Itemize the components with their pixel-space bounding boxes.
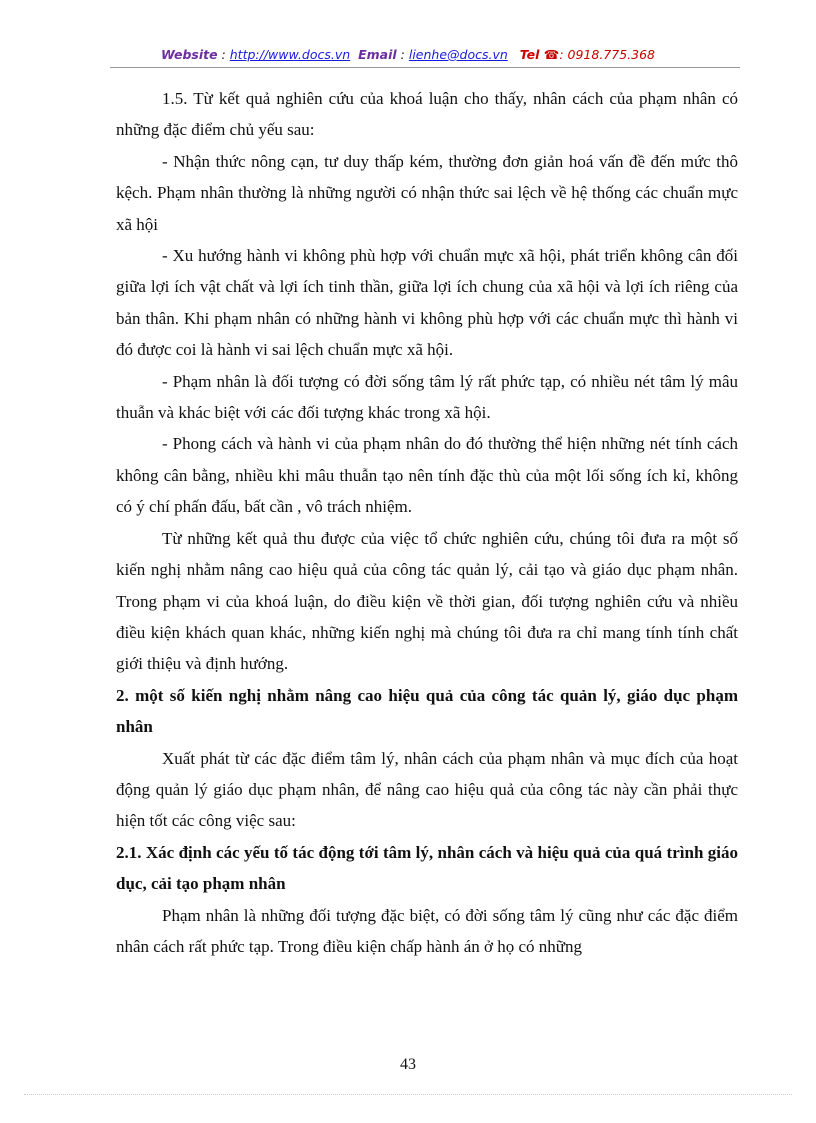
page-header (0, 47, 816, 62)
paragraph-recommendations-intro: Từ những kết quả thu được của việc tổ chức nghiên cứu, chúng tôi đưa ra một số kiến nghị nhằm nâng cao hiệu quả của công tác quản lý, cải tạo và giáo dục phạm nhân. Trong phạm vi của khoá luận, do điều kiện về thời gian, đối tượng nghiên cứu và nhiều điều kiện khách quan khác, những kiến nghị mà chúng tôi đưa ra chỉ mang tính tính chất giới thiệu và định hướng. (116, 528, 738, 674)
paragraph-summary-intro: 1.5. Từ kết quả nghiên cứu của khoá luận cho thấy, nhân cách của phạm nhân có những đặc điểm chủ yếu sau: (116, 89, 738, 140)
website-link[interactable]: http://www.docs.vn (229, 47, 351, 62)
website-separator: : (217, 47, 230, 62)
section-heading-2-1: 2.1. Xác định các yếu tố tác động tới tâm lý, nhân cách và hiệu quả của quá trình giáo dục, cải tạo phạm nhân (116, 842, 738, 894)
paragraph-bullet-psychology: - Phạm nhân là đối tượng có đời sống tâm lý rất phức tạp, có nhiều nét tâm lý mâu thuẫn và khác biệt với các đối tượng khác trong xã hội. (116, 371, 738, 423)
email-label: Email (358, 47, 397, 62)
tel-label: Tel ☎ (519, 47, 560, 62)
section-heading-2: 2. một số kiến nghị nhằm nâng cao hiệu quả của công tác quản lý, giáo dục phạm nhân (116, 685, 738, 737)
page-number: 43 (400, 1056, 416, 1073)
paragraph-bullet-behavior: - Xu hướng hành vi không phù hợp với chuẩn mực xã hội, phát triển không cân đối giữa lợi ích vật chất và lợi ích tinh thần, giữa lợi ích chung của xã hội và lợi ích riêng của bản thân. Khi phạm nhân có những hành vi không phù hợp với các chuẩn mực thì hành vi đó được coi là hành vi sai lệch chuẩn mực xã hội. (116, 246, 738, 360)
document-body (116, 83, 738, 962)
paragraph-bullet-style: - Phong cách và hành vi của phạm nhân do đó thường thể hiện những nét tính cách không cân bằng, nhiều khi mâu thuẫn tạo nên tính đặc thù của một lối sống ích kỉ, không có ý chí phấn đấu, bất cần , vô trách nhiệm. (116, 434, 738, 517)
tel-value: : 0918.775.368 (559, 47, 655, 62)
paragraph-bullet-cognition: - Nhận thức nông cạn, tư duy thấp kém, thường đơn giản hoá vấn đề đến mức thô kệch. Phạm nhân thường là những người có nhận thức sai lệch về hệ thống các chuẩn mực xã hội (116, 151, 738, 234)
header-divider (110, 67, 740, 68)
paragraph-section-2-1: Phạm nhân là những đối tượng đặc biệt, có đời sống tâm lý cũng như các đặc điểm nhân cách rất phức tạp. Trong điều kiện chấp hành án ở họ có những (116, 905, 738, 956)
email-separator: : (396, 47, 409, 62)
website-label: Website (160, 47, 218, 62)
page-bottom-divider (24, 1094, 792, 1095)
email-link[interactable]: lienhe@docs.vn (408, 47, 508, 62)
paragraph-section-2-intro: Xuất phát từ các đặc điểm tâm lý, nhân cách của phạm nhân và mục đích của hoạt động quản lý giáo dục phạm nhân, để nâng cao hiệu quả của công tác này cần phải thực hiện tốt các công việc sau: (116, 748, 738, 831)
